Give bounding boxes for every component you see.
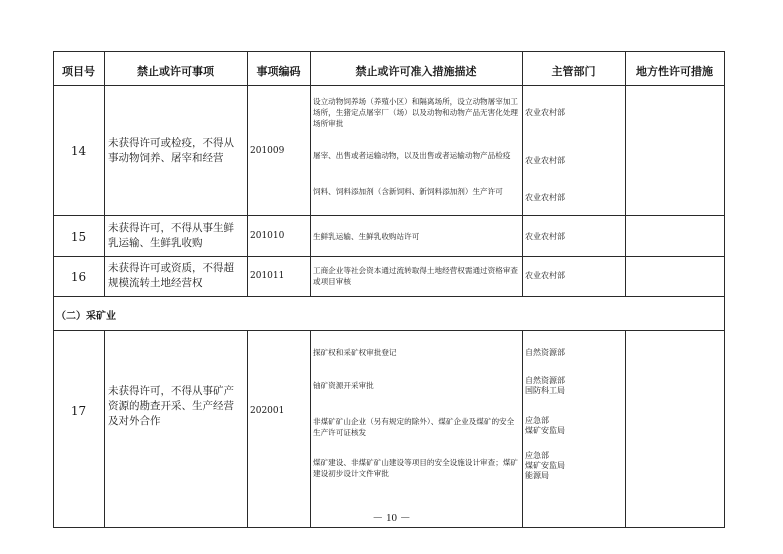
row-14-item: 未获得许可或检疫，不得从事动物饲养、屠宰和经营 <box>108 137 234 164</box>
row-17-desc-3: 非煤矿矿山企业（另有规定的除外）、煤矿企业及煤矿的安全生产许可证核发 <box>313 417 515 437</box>
row-14-desc-3: 饲料、饲料添加剂（含新饲料、新饲料添加剂）生产许可 <box>313 187 503 196</box>
row-17-dept-3: 应急部 煤矿安监局 <box>525 416 565 435</box>
row-14-no: 14 <box>70 144 87 158</box>
row-15-code: 201010 <box>250 231 285 241</box>
header-desc: 禁止或许可准入措施描述 <box>355 65 477 78</box>
row-16-code: 201011 <box>250 271 285 281</box>
row-16-desc-1: 工商企业等社会资本通过流转取得土地经营权需通过资格审查或项目审核 <box>313 266 519 286</box>
section-heading-mining: （二）采矿业 <box>56 311 116 322</box>
row-17-item: 未获得许可，不得从事矿产资源的勘查开采、生产经营及对外合作 <box>108 385 234 427</box>
row-15-desc-1: 生鲜乳运输、生鲜乳收购站许可 <box>313 232 420 241</box>
row-14-code: 201009 <box>250 146 285 156</box>
header-local: 地方性许可措施 <box>636 65 713 78</box>
row-17-dept-2: 自然资源部 国防科工局 <box>525 376 565 395</box>
row-17-desc-2: 铀矿资源开采审批 <box>313 381 374 390</box>
row-14-dept-3: 农业农村部 <box>525 193 565 202</box>
header-code: 事项编码 <box>256 65 301 78</box>
row-17-code: 202001 <box>250 406 285 416</box>
row-14-desc-2: 屠宰、出售或者运输动物，以及出售或者运输动物产品检疫 <box>313 151 511 160</box>
page-number: － 10 － <box>372 512 411 524</box>
row-17-desc-1: 探矿权和采矿权审批登记 <box>313 348 397 357</box>
row-14-desc-1: 设立动物饲养场（养殖小区）和隔离场所，设立动物屠宰加工场所，生猪定点屠宰厂（场）以及动物和动物产品无害化处理场所审批 <box>313 97 519 128</box>
header-item: 禁止或许可事项 <box>137 65 214 78</box>
header-item-no: 项目号 <box>62 65 95 78</box>
row-16-item: 未获得许可或资质，不得超规模流转土地经营权 <box>108 262 234 289</box>
row-14-dept-1: 农业农村部 <box>525 108 565 117</box>
row-15-item: 未获得许可，不得从事生鲜乳运输、生鲜乳收购 <box>108 222 234 249</box>
row-17-no: 17 <box>70 404 87 418</box>
row-17-desc-4: 煤矿建设、非煤矿矿山建设等项目的安全设施设计审查；煤矿建设初步设计文件审批 <box>313 458 519 478</box>
header-dept: 主管部门 <box>551 65 596 78</box>
row-17-dept-1: 自然资源部 <box>525 348 565 357</box>
row-15-dept-1: 农业农村部 <box>525 232 565 241</box>
row-16-dept-1: 农业农村部 <box>525 271 565 280</box>
row-15-no: 15 <box>70 230 87 244</box>
row-14-dept-2: 农业农村部 <box>525 156 565 165</box>
row-16-no: 16 <box>70 270 87 284</box>
row-17-dept-4: 应急部 煤矿安监局 能源局 <box>525 451 565 480</box>
